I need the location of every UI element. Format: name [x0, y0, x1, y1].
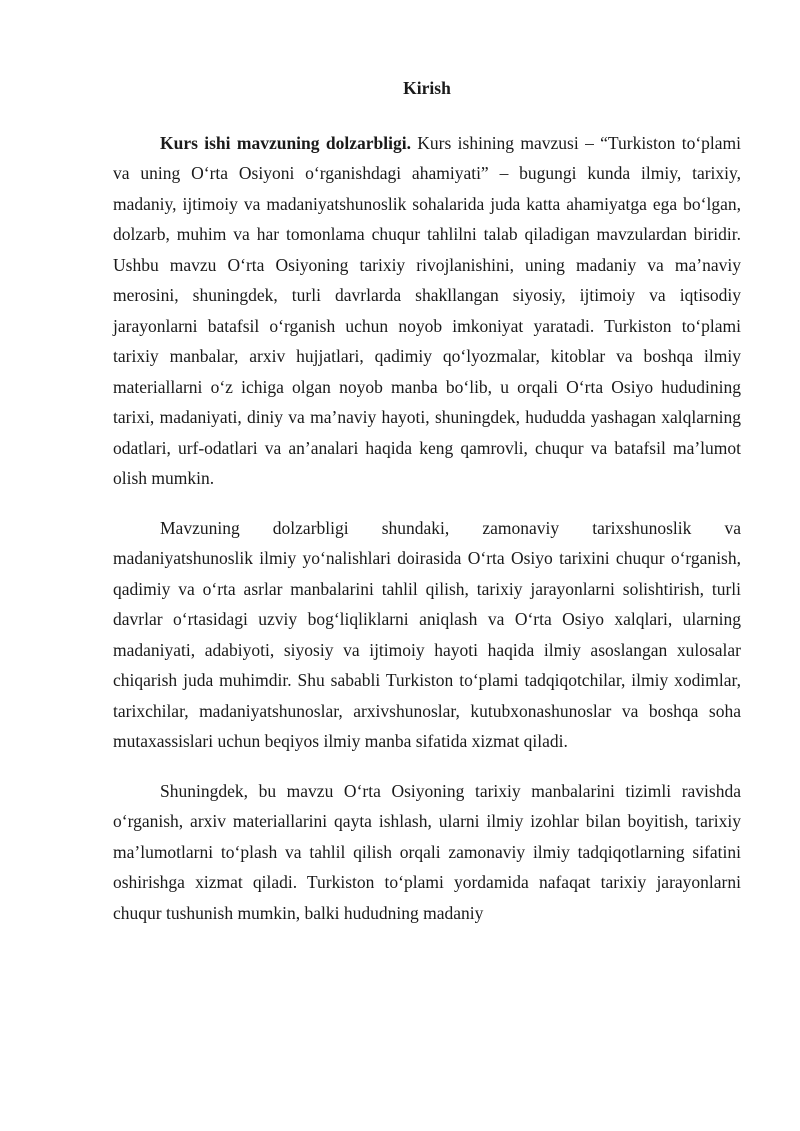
paragraph-2 [113, 513, 741, 757]
page-title: Kirish [403, 78, 451, 98]
paragraph-1-text: Kurs ishining mavzusi – “Turkiston to‘plami va uning O‘rta Osiyoni o‘rganishdagi ahamiyati” – bugungi kunda ilmiy, tarixiy, madaniy, ijtimoiy va madaniyatshunoslik sohalarida juda katta ahamiyatga ega bo‘lgan, dolzarb, muhim va har tomonlama chuqur tahlilni talab qiladigan mavzulardan biridir. Ushbu mavzu O‘rta Osiyoning tarixiy rivojlanishini, uning madaniy va ma’naviy merosini, shuningdek, turli davrlarda shakllangan siyosiy, ijtimoiy va iqtisodiy jarayonlarni batafsil o‘rganish uchun noyob imkoniyat yaratadi. Turkiston to‘plami tarixiy manbalar, arxiv hujjatlari, qadimiy qo‘lyozmalar, kitoblar va boshqa ilmiy materiallarni o‘z ichiga olgan noyob manba bo‘lib, u orqali O‘rta Osiyo hududining tarixi, madaniyati, diniy va ma’naviy hayoti, shuningdek, hududda yashagan xalqlarning odatlari, urf-odatlari va an’analari haqida keng qamrovli, chuqur va batafsil ma’lumot olish mumkin. [113, 132, 741, 488]
paragraph-1 [113, 128, 741, 494]
document-body [113, 73, 741, 947]
paragraph-3 [113, 776, 741, 929]
paragraph-3-text: Shuningdek, bu mavzu O‘rta Osiyoning tarixiy manbalarini tizimli ravishda o‘rganish, arxiv materiallarini qayta ishlash, ularni ilmiy izohlar bilan boyitish, tarixiy ma’lumotlarni to‘plash va tahlil qilish orqali zamonaviy ilmiy tadqiqotlarning sifatini oshirishga xizmat qiladi. Turkiston to‘plami yordamida nafaqat tarixiy jarayonlarni chuqur tushunish mumkin, balki hududning madaniy [113, 780, 741, 923]
paragraph-1-lead: Kurs ishi mavzuning dolzarbligi. [160, 132, 411, 153]
paragraph-2-text: Mavzuning dolzarbligi shundaki, zamonaviy tarixshunoslik va madaniyatshunoslik ilmiy yo‘nalishlari doirasida O‘rta Osiyo tarixini chuqur o‘rganish, qadimiy va o‘rta asrlar manbalarini tahlil qilish, tarixiy jarayonlarni solishtirish, turli davrlar o‘rtasidagi uzviy bog‘liqliklarni aniqlash va O‘rta Osiyo xalqlari, ularning madaniyati, adabiyoti, siyosiy va ijtimoiy hayoti haqida ilmiy asoslangan xulosalar chiqarish juda muhimdir. Shu sababli Turkiston to‘plami tadqiqotchilar, ilmiy xodimlar, tarixchilar, madaniyatshunoslar, arxivshunoslar, kutubxonashunoslar va boshqa soha mutaxassislari uchun beqiyos ilmiy manba sifatida xizmat qiladi. [113, 517, 741, 751]
